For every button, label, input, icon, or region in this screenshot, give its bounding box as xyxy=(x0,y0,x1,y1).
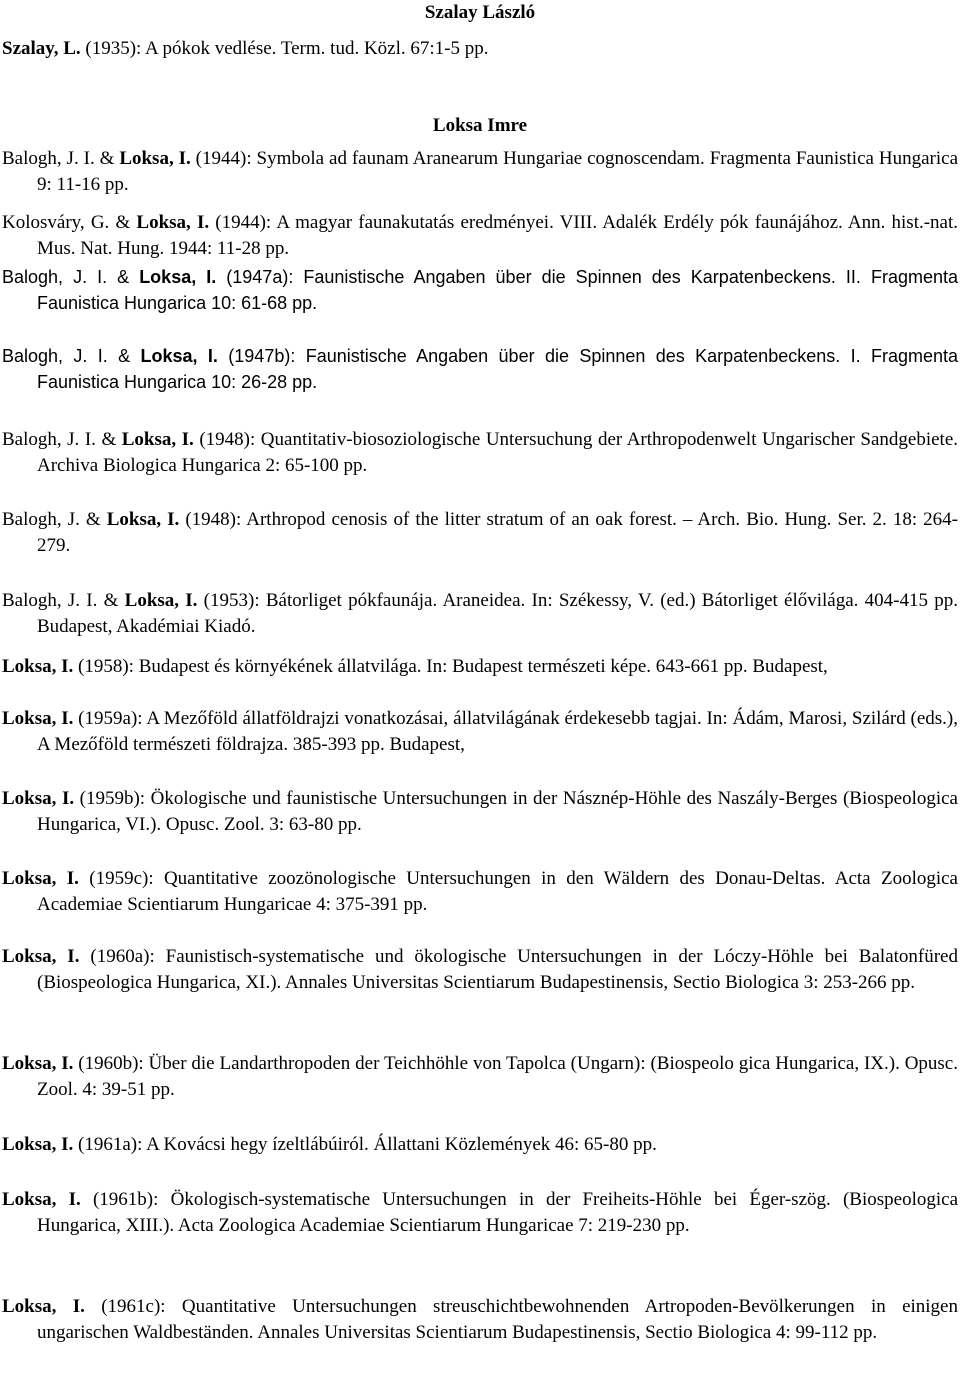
ref-authors: Balogh, J. I. & xyxy=(2,148,120,169)
ref-author-highlight: Loksa, I. xyxy=(2,656,74,677)
ref-authors: Balogh, J. I. & xyxy=(2,429,122,450)
reference-entry xyxy=(2,507,958,559)
ref-author-highlight: Loksa, I. xyxy=(2,946,80,967)
ref-text: (1958): Budapest és környékének állatvilága. In: Budapest természeti képe. 643-661 pp. Budapest, xyxy=(73,656,828,677)
ref-author-highlight: Loksa, I. xyxy=(2,788,75,809)
ref-author-highlight: Loksa, I. xyxy=(2,1053,74,1074)
section-heading-szalay: Szalay László xyxy=(424,2,536,23)
ref-text: (1953): Bátorliget pókfaunája. Araneidea. In: Székessy, V. (ed.) Bátorliget élővilága. 404-415 pp. Budapest, Akadémiai Kiadó. xyxy=(37,590,958,637)
ref-author-highlight: Szalay, L. xyxy=(2,38,81,59)
ref-authors: Balogh, J. I. & xyxy=(2,267,140,287)
ref-author-highlight: Loksa, I. xyxy=(106,509,180,530)
reference-entry xyxy=(2,1132,958,1158)
ref-text: (1961b): Ökologisch-systematische Untersuchungen in der Freiheits-Höhle bei Éger-szög. (Biospeologica Hungarica, XIII.). Acta Zoologica Academiae Scientiarum Hungaricae 7: 219-230 pp. xyxy=(37,1189,959,1236)
reference-entry xyxy=(2,343,958,395)
ref-authors: Balogh, J. I. & xyxy=(2,590,125,611)
ref-authors: Kolosváry, G. & xyxy=(2,212,137,233)
reference-entry xyxy=(2,427,958,479)
ref-author-highlight: Loksa, I. xyxy=(140,346,218,366)
reference-entry xyxy=(2,588,958,640)
ref-author-highlight: Loksa, I. xyxy=(2,1134,74,1155)
reference-entry xyxy=(2,866,958,918)
ref-text: (1944): A magyar faunakutatás eredményei. VIII. Adalék Erdély pók faunájához. Ann. hist.-nat. Mus. Nat. Hung. 1944: 11-28 pp. xyxy=(37,212,959,259)
section-heading-loksa: Loksa Imre xyxy=(432,115,528,136)
reference-entry xyxy=(2,944,958,996)
ref-author-highlight: Loksa, I. xyxy=(119,148,191,169)
reference-entry xyxy=(2,706,958,758)
reference-entry xyxy=(2,264,958,316)
reference-entry xyxy=(2,654,958,680)
ref-author-highlight: Loksa, I. xyxy=(2,708,74,729)
ref-author-highlight: Loksa, I. xyxy=(124,590,198,611)
reference-entry xyxy=(2,786,958,838)
ref-text: (1959b): Ökologische und faunistische Untersuchungen in der Násznép-Höhle des Naszály-Berges (Biospeologica Hungarica, VI.). Opusc. Zool. 3: 63-80 pp. xyxy=(37,788,958,835)
ref-text: (1944): Symbola ad faunam Aranearum Hungariae cognoscendam. Fragmenta Faunistica Hungarica 9: 11-16 pp. xyxy=(37,148,958,195)
ref-text: (1935): A pókok vedlése. Term. tud. Közl. 67:1-5 pp. xyxy=(80,38,489,59)
ref-author-highlight: Loksa, I. xyxy=(2,1189,81,1210)
reference-entry xyxy=(2,1294,958,1346)
ref-text: (1959a): A Mezőföld állatföldrajzi vonatkozásai, állatvilágának érdekesebb tagjai. In: Ádám, Marosi, Szilárd (eds.), A Mezőföld természeti földrajza. 385-393 pp. Budapest, xyxy=(37,708,959,755)
reference-entry xyxy=(2,1051,958,1103)
reference-entry xyxy=(2,146,958,198)
reference-entry xyxy=(2,1187,958,1239)
reference-entry xyxy=(2,210,958,262)
ref-author-highlight: Loksa, I. xyxy=(2,1296,85,1317)
ref-author-highlight: Loksa, I. xyxy=(139,267,217,287)
ref-text: (1961a): A Kovácsi hegy ízeltlábúiról. Állattani Közlemények 46: 65-80 pp. xyxy=(73,1134,657,1155)
ref-text: (1947a): Faunistische Angaben über die Spinnen des Karpatenbeckens. II. Fragmenta Faunistica Hungarica 10: 61-68 pp. xyxy=(37,267,958,313)
reference-entry xyxy=(2,36,958,62)
ref-text: (1961c): Quantitative Untersuchungen streuschichtbewohnenden Artropoden-Bevölkerungen in einigen ungarischen Waldbeständen. Annales Universitas Scientiarum Budapestinensis, Sectio Biologica 4: 99-112 pp. xyxy=(37,1296,958,1343)
ref-text: (1959c): Quantitative zoozönologische Untersuchungen in den Wäldern des Donau-Deltas. Acta Zoologica Academiae Scientiarum Hungaricae 4: 375-391 pp. xyxy=(37,868,958,915)
ref-text: (1948): Arthropod cenosis of the litter stratum of an oak forest. – Arch. Bio. Hung. Ser. 2. 18: 264-279. xyxy=(37,509,958,556)
ref-authors: Balogh, J. I. & xyxy=(2,346,141,366)
ref-authors: Balogh, J. & xyxy=(2,509,107,530)
ref-text: (1960a): Faunistisch-systematische und ökologische Untersuchungen in der Lóczy-Höhle bei Balatonfüred (Biospeologica Hungarica, XI.). Annales Universitas Scientiarum Budapestinensis, Sectio Biologica 3: 253-266 pp. xyxy=(37,946,958,993)
ref-text: (1947b): Faunistische Angaben über die Spinnen des Karpatenbeckens. I. Fragmenta Faunistica Hungarica 10: 26-28 pp. xyxy=(37,346,959,392)
ref-author-highlight: Loksa, I. xyxy=(2,868,79,889)
ref-author-highlight: Loksa, I. xyxy=(136,212,210,233)
ref-text: (1948): Quantitativ-biosoziologische Untersuchung der Arthropodenwelt Ungarischer Sandgebiete. Archiva Biologica Hungarica 2: 65-100 pp. xyxy=(37,429,959,476)
ref-author-highlight: Loksa, I. xyxy=(121,429,194,450)
ref-text: (1960b): Über die Landarthropoden der Teichhöhle von Tapolca (Ungarn): (Biospeolo gica Hungarica, IX.). Opusc. Zool. 4: 39-51 pp. xyxy=(37,1053,958,1100)
